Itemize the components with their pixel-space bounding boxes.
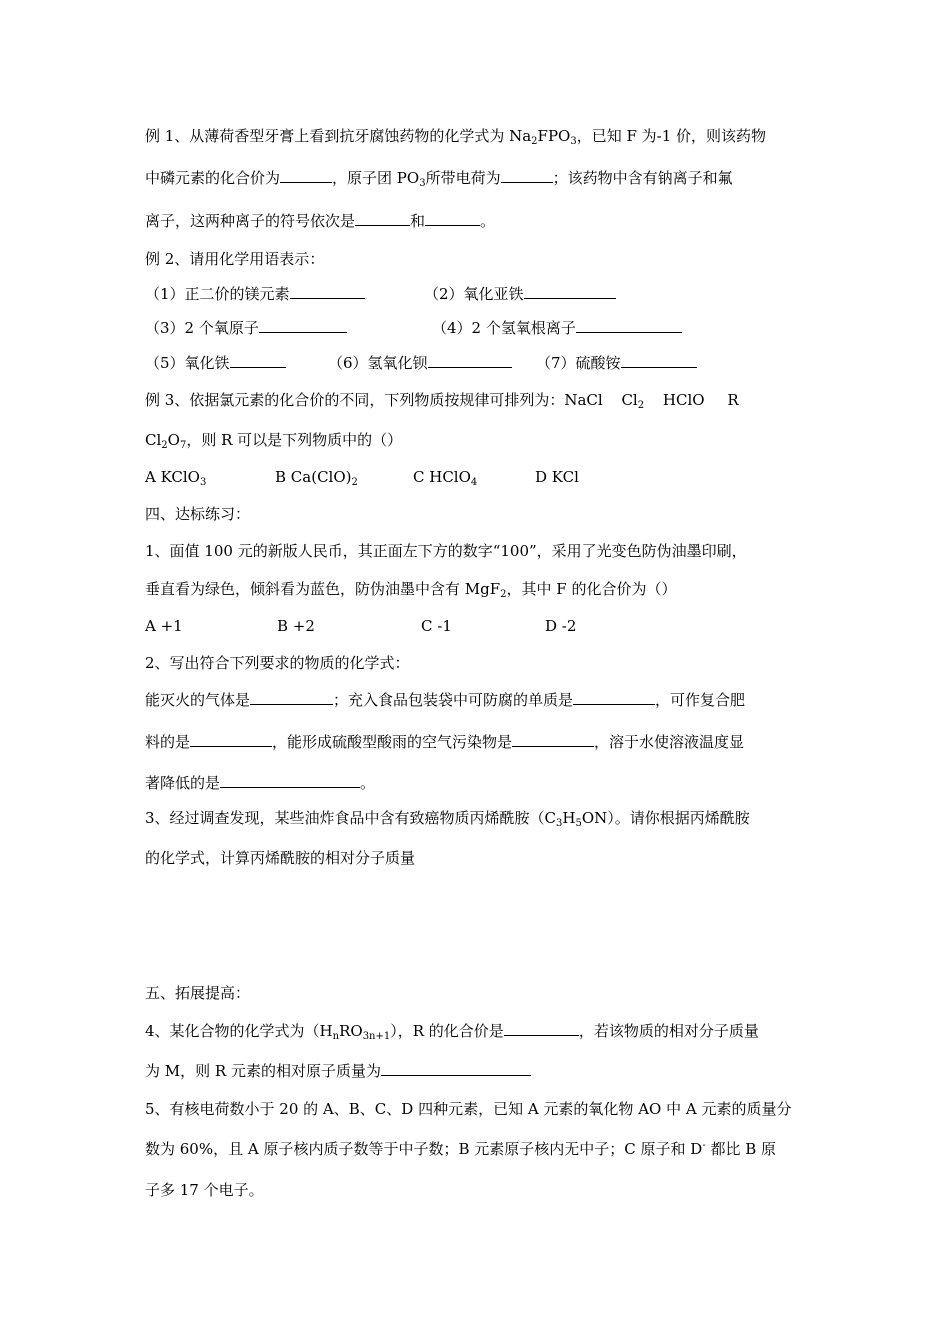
text: R [727, 391, 739, 409]
text: （3）2 个氧原子 [145, 319, 259, 337]
q2-line-3 [145, 773, 375, 793]
text: 为 M，则 R 元素的相对原子质量为 [145, 1062, 381, 1080]
q1-option-d[interactable]: D -2 [545, 617, 577, 635]
answer-blank[interactable] [501, 168, 553, 183]
text: 。 [360, 774, 376, 792]
text: ，溶于水使溶液温度显 [594, 733, 745, 751]
text: 数为 60%，且 A 原子核内质子数等于中子数；B 元素原子核内无中子；C 原子和 D [145, 1140, 703, 1158]
text: 所带电荷为 [425, 169, 501, 187]
q4-line-2 [145, 1061, 531, 1081]
answer-blank[interactable] [621, 353, 697, 368]
q4-line-1 [145, 1021, 759, 1041]
text: ，原子团 PO [332, 169, 420, 187]
text: D KCl [535, 468, 579, 486]
subscript: 3 [419, 178, 426, 189]
answer-blank[interactable] [504, 1021, 579, 1036]
q3-line-2: 的化学式，计算丙烯酰胺的相对分子质量 [145, 849, 416, 867]
text: ，能形成硫酸型酸雨的空气污染物是 [272, 733, 513, 751]
section-5-title: 五、拓展提高： [145, 984, 251, 1002]
ex1-line-3 [145, 211, 495, 231]
q1-option-b[interactable]: B +2 [277, 617, 315, 635]
ex2-item-1 [145, 284, 365, 304]
answer-blank[interactable] [280, 168, 332, 183]
text: 能灭火的气体是 [145, 691, 251, 709]
text: ；充入食品包装袋中可防腐的单质是 [333, 691, 574, 709]
answer-blank[interactable] [512, 732, 594, 747]
ex2-item-7 [536, 353, 697, 373]
text: ，已知 F 为-1 价，则该药物 [576, 127, 767, 145]
subscript: 4 [470, 477, 478, 488]
answer-blank[interactable] [573, 690, 655, 705]
q1-option-a[interactable]: A +1 [145, 617, 183, 635]
text: 例 1、从薄荷香型牙膏上看到抗牙腐蚀药物的化学式为 Na [145, 127, 532, 145]
text: 垂直看为绿色，倾斜看为蓝色，防伪油墨中含有 MgF [145, 580, 501, 598]
text: H [562, 809, 576, 827]
ex2-item-2 [424, 284, 616, 304]
text: 3、经过调查发现，某些油炸食品中含有致癌物质丙烯酰胺（C [145, 809, 557, 827]
text: HClO [662, 391, 705, 409]
answer-blank[interactable] [290, 284, 365, 299]
q1-line-2 [145, 579, 676, 599]
ex3-line-1 [145, 390, 739, 410]
text: ，则 R 可以是下列物质中的（） [186, 431, 403, 449]
ex1-line-1 [145, 126, 766, 146]
text: ，若该物质的相对分子质量 [578, 1022, 759, 1040]
superscript: - [702, 1140, 706, 1151]
answer-blank[interactable] [381, 1061, 531, 1076]
subscript: 2 [500, 589, 507, 600]
text: （6）氢氧化钡 [328, 354, 428, 372]
subscript: 3 [570, 136, 577, 147]
ex2-item-5 [145, 353, 286, 373]
answer-blank[interactable] [524, 284, 616, 299]
text: （7）硫酸铵 [536, 354, 621, 372]
q2-line-1 [145, 690, 745, 710]
ex3-line-2 [145, 430, 402, 450]
subscript: 5 [575, 818, 582, 829]
answer-blank[interactable] [428, 353, 512, 368]
subscript: 2 [531, 136, 538, 147]
subscript: 3 [199, 477, 207, 488]
q2-title: 2、写出符合下列要求的物质的化学式： [145, 654, 410, 672]
subscript: 2 [351, 477, 358, 488]
text: Cl [621, 391, 638, 409]
text: ；该药物中含有钠离子和氟 [552, 169, 733, 187]
text: 4、某化合物的化学式为（H [145, 1022, 333, 1040]
answer-blank[interactable] [250, 690, 333, 705]
text: 料的是 [145, 733, 191, 751]
ex2-item-3 [145, 318, 347, 338]
text: （2）氧化亚铁 [424, 285, 524, 303]
text: （5）氧化铁 [145, 354, 230, 372]
ex1-line-2 [145, 168, 733, 188]
q1-line-1: 1、面值 100 元的新版人民币，其正面左下方的数字“100”，采用了光变色防伪油墨印刷， [145, 542, 747, 560]
q3-line-1 [145, 808, 750, 828]
text: ，其中 F 的化合价为（） [506, 580, 677, 598]
text: RO [339, 1022, 363, 1040]
text: 和 [410, 212, 426, 230]
text: 中磷元素的化合价为 [145, 169, 281, 187]
subscript: 2 [161, 440, 168, 451]
ex2-item-4 [432, 318, 682, 338]
answer-blank[interactable] [576, 318, 682, 333]
text: B Ca(ClO) [275, 468, 352, 486]
answer-blank[interactable] [190, 732, 272, 747]
ex3-option-c[interactable] [413, 467, 477, 487]
answer-blank[interactable] [220, 773, 360, 788]
subscript: n [332, 1031, 340, 1042]
ex3-option-d[interactable] [535, 467, 579, 487]
section-4-title: 四、达标练习： [145, 505, 251, 523]
text: 都比 B 原 [705, 1140, 777, 1158]
text: C HClO [413, 468, 471, 486]
subscript: 3n+1 [362, 1031, 391, 1042]
ex2-item-6 [328, 353, 512, 373]
q1-option-c[interactable]: C -1 [421, 617, 452, 635]
text: FPO [537, 127, 571, 145]
subscript: 2 [637, 400, 645, 411]
subscript: 3 [556, 818, 563, 829]
text: Cl [145, 431, 162, 449]
q5-line-1: 5、有核电荷数小于 20 的 A、B、C、D 四种元素，已知 A 元素的氧化物 AO 中 A 元素的质量分 [145, 1100, 792, 1118]
text: O [167, 431, 180, 449]
answer-blank[interactable] [259, 318, 347, 333]
text: 离子，这两种离子的符号依次是 [145, 212, 356, 230]
subscript: 7 [179, 440, 187, 451]
answer-blank[interactable] [355, 211, 410, 226]
text: 。 [480, 212, 496, 230]
q5-line-2 [145, 1139, 776, 1159]
text: A KClO [145, 468, 200, 486]
text: （1）正二价的镁元素 [145, 285, 290, 303]
text: ，可作复合肥 [655, 691, 746, 709]
q2-line-2 [145, 732, 744, 752]
answer-blank[interactable] [425, 211, 480, 226]
ex2-title: 例 2、请用化学用语表示： [145, 250, 325, 268]
text: ON）。请你根据丙烯酰胺 [581, 809, 750, 827]
text: ），R 的化合价是 [390, 1022, 504, 1040]
text: 例 3、依据氯元素的化合价的不同，下列物质按规律可排列为：NaCl [145, 391, 603, 409]
text: 著降低的是 [145, 774, 221, 792]
ex3-option-b[interactable] [275, 467, 358, 487]
q5-line-3: 子多 17 个电子。 [145, 1181, 264, 1199]
text: （4）2 个氢氧根离子 [432, 319, 576, 337]
ex3-option-a[interactable] [145, 467, 206, 487]
answer-blank[interactable] [230, 353, 286, 368]
